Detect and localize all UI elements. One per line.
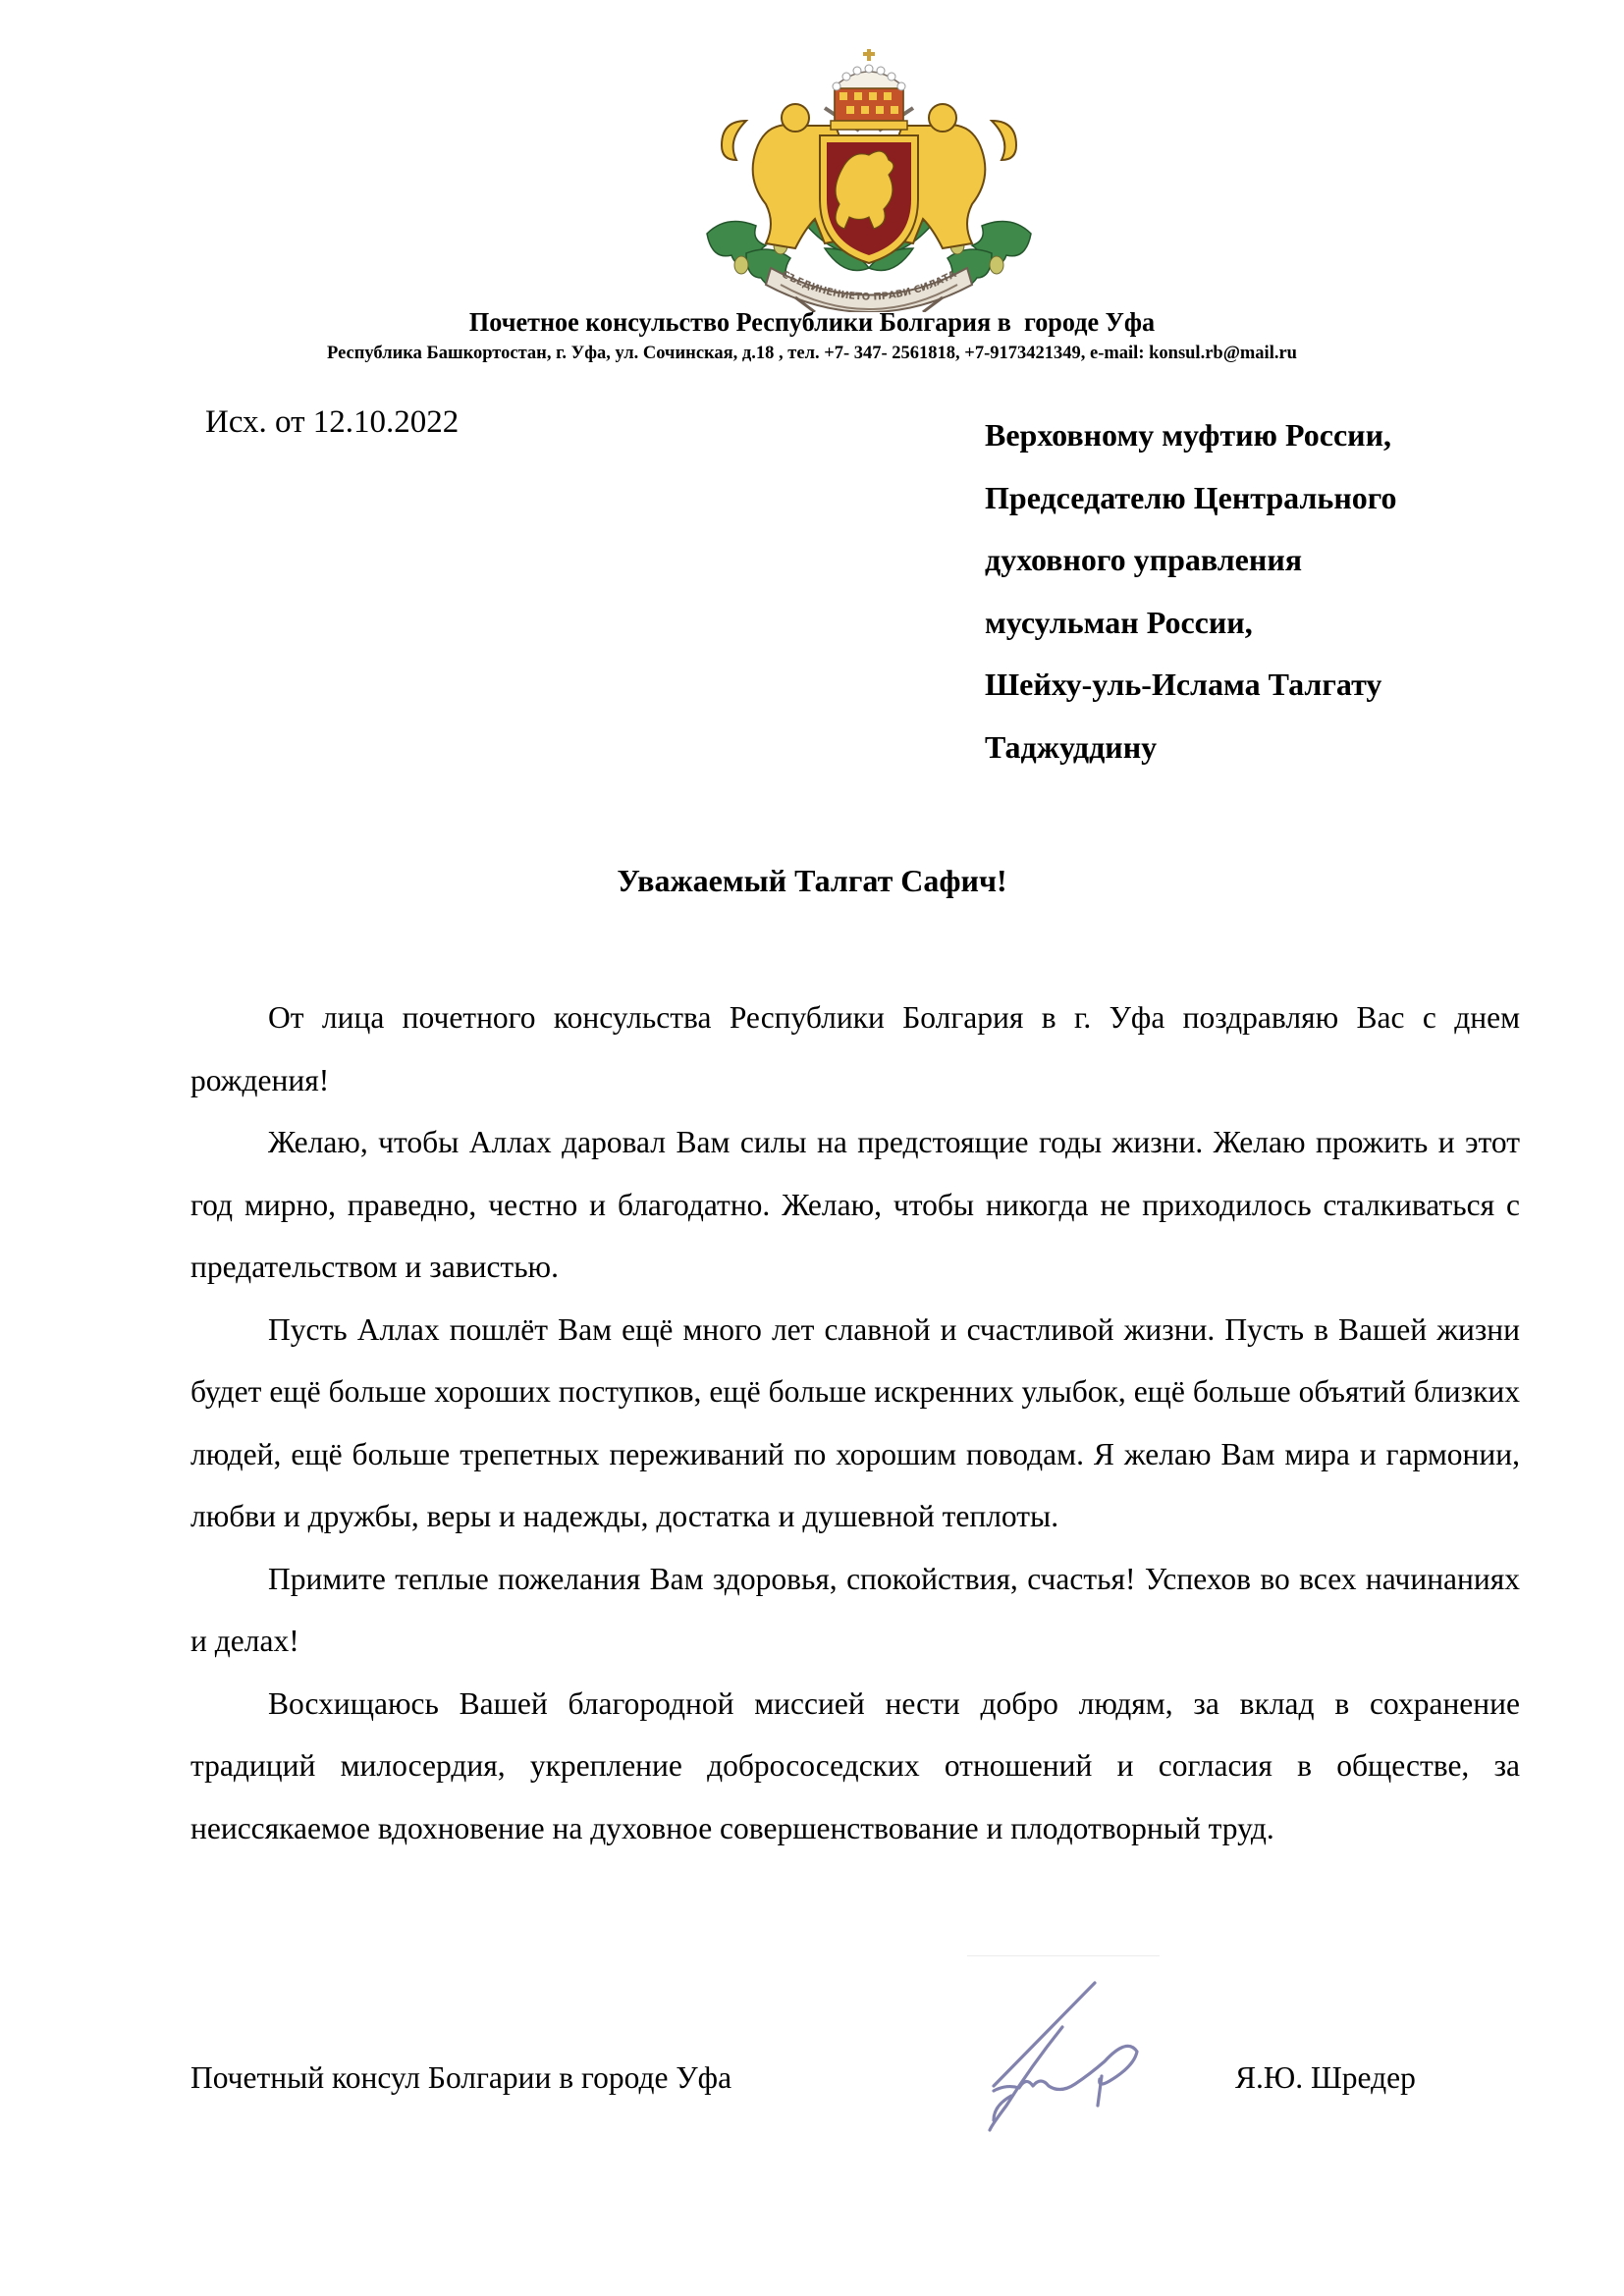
letter-body <box>190 987 1520 1859</box>
recipient-line: Верховному муфтию России, <box>985 417 1392 453</box>
body-paragraph: Восхищаюсь Вашей благородной миссией нести добро людям, за вклад в сохранение традиций милосердия, укрепление добрососедских отношений и согласия в обществе, за неиссякаемое вдохновение на духовное совершенствование и плодотворный труд. <box>190 1685 1520 1845</box>
recipient-block <box>985 404 1396 779</box>
body-paragraph: От лица почетного консульства Республики Болгария в г. Уфа поздравляю Вас с днем рождения! <box>190 1000 1520 1097</box>
salutation: Уважаемый Талгат Сафич! <box>617 863 1007 898</box>
signature-divider <box>967 1955 1160 1956</box>
recipient-line: Шейху-уль-Ислама Талгату <box>985 667 1382 703</box>
shield <box>820 135 918 263</box>
handwritten-signature-icon <box>972 1968 1159 2140</box>
motto-ribbon <box>766 268 972 312</box>
outgoing-reference-date: Исх. от 12.10.2022 <box>205 404 460 440</box>
consulate-address: Республика Башкортостан, г. Уфа, ул. Сочинская, д.18 , тел. +7- 347- 2561818, +7-9173421349, e-mail: konsul.rb@mail.ru <box>327 344 1297 363</box>
body-paragraph: Пусть Аллах пошлёт Вам ещё много лет славной и счастливой жизни. Пусть в Вашей жизни будет ещё больше хороших поступков, ещё больше искренних улыбок, ещё больше объятий близких людей, ещё больше трепетных переживаний по хорошим поводам. Я желаю Вам мира и гармонии, любви и дружбы, веры и надежды, достатка и душевной теплоты. <box>190 1311 1520 1533</box>
signer-name: Я.Ю. Шредер <box>1235 2060 1416 2095</box>
recipient-line: Председателю Центрального <box>985 479 1397 515</box>
crown <box>831 49 907 130</box>
signer-title: Почетный консул Болгарии в городе Уфа <box>190 2060 732 2095</box>
recipient-line: мусульман России, <box>985 604 1253 640</box>
body-paragraph: Желаю, чтобы Аллах даровал Вам силы на предстоящие годы жизни. Желаю прожить и этот год мирно, праведно, честно и благодатно. Желаю, чтобы никогда не приходилось сталкиваться с предательством и завистью. <box>190 1125 1520 1284</box>
bulgaria-coat-of-arms-icon <box>687 27 1051 312</box>
emblem-motto: СЪЕДИНЕНИЕТО ПРАВИ СИЛАТА <box>779 269 959 303</box>
consulate-title: Почетное консульство Республики Болгария в городе Уфа <box>468 307 1156 337</box>
recipient-line: Таджуддину <box>985 728 1158 765</box>
recipient-line: духовного управления <box>985 542 1303 578</box>
body-paragraph: Примите теплые пожелания Вам здоровья, спокойствия, счастья! Успехов во всех начинаниях и делах! <box>190 1561 1520 1658</box>
